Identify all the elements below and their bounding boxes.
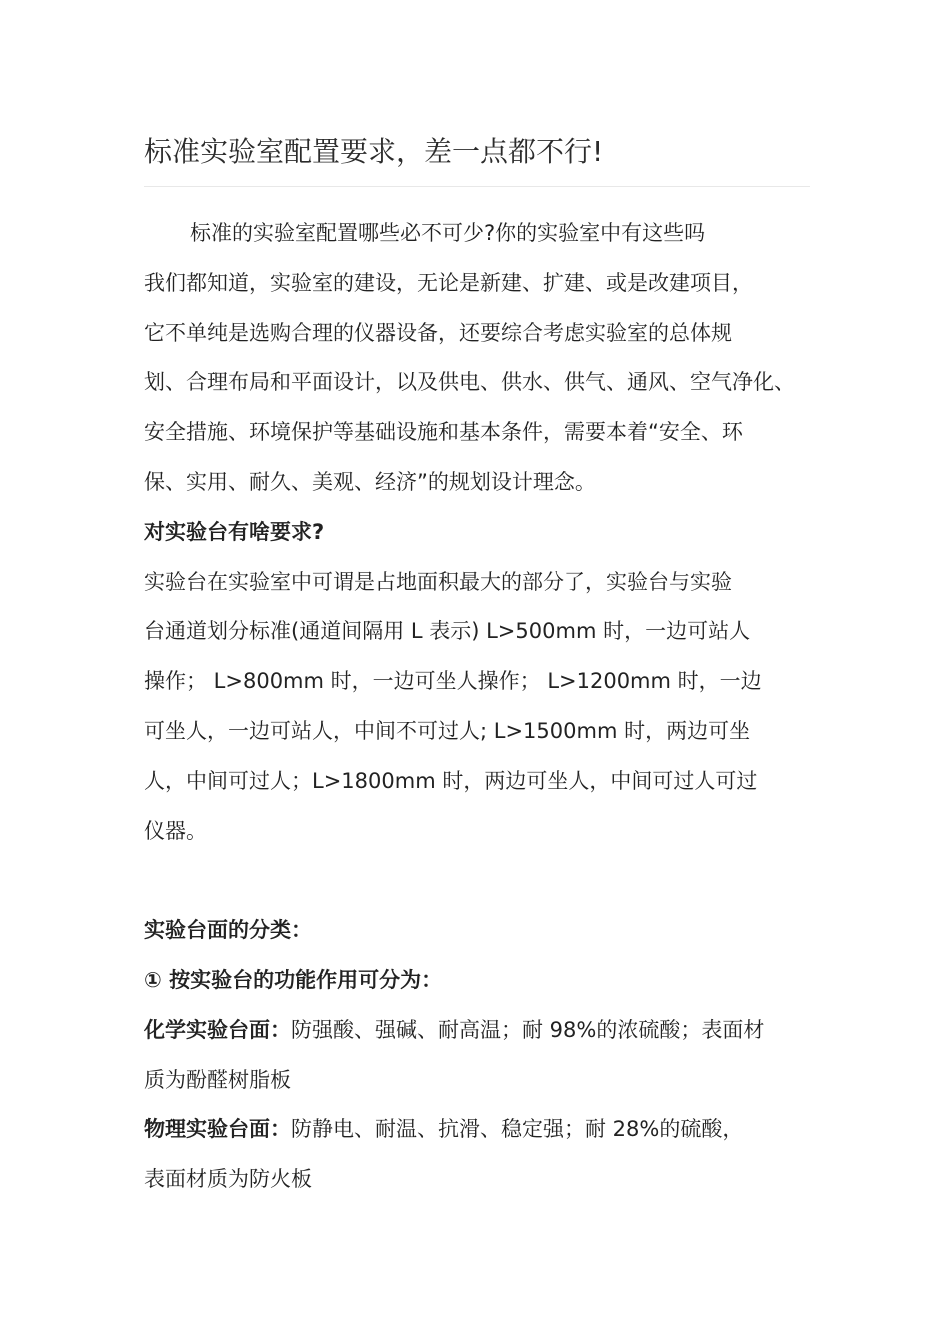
intro-line: 标准的实验室配置哪些必不可少?你的实验室中有这些吗 bbox=[190, 221, 706, 245]
intro-line: 划、合理布局和平面设计，以及供电、供水、供气、通风、空气净化、 bbox=[144, 370, 795, 395]
section-heading-classification: 实验台面的分类： bbox=[144, 918, 312, 943]
physics-surface-label: 物理实验台面： bbox=[144, 1117, 291, 1142]
section-heading-requirements: 对实验台有啥要求? bbox=[144, 519, 325, 544]
physics-surface-line bbox=[144, 1105, 810, 1155]
aisle-line: 操作； L>800mm 时，一边可坐人操作； L>1200mm 时，一边 bbox=[144, 669, 762, 694]
intro-line: 我们都知道，实验室的建设，无论是新建、扩建、或是改建项目， bbox=[144, 270, 753, 295]
aisle-line: 仪器。 bbox=[144, 818, 207, 843]
intro-line: 安全措施、环境保护等基础设施和基本条件，需要本着“安全、环 bbox=[144, 420, 743, 445]
page-title: 标准实验室配置要求，差一点都不行! bbox=[144, 130, 810, 187]
blank-line bbox=[144, 856, 810, 906]
chemistry-surface-label: 化学实验台面： bbox=[144, 1017, 291, 1042]
intro-line: 它不单纯是选购合理的仪器设备，还要综合考虑实验室的总体规 bbox=[144, 320, 732, 345]
physics-surface-text: 防静电、耐温、抗滑、稳定强；耐 28%的硫酸， bbox=[291, 1117, 744, 1142]
physics-surface-line: 表面材质为防火板 bbox=[144, 1167, 312, 1192]
aisle-line: 人，中间可过人；L>1800mm 时，两边可坐人，中间可过人可过 bbox=[144, 768, 758, 793]
intro-line: 保、实用、耐久、美观、经济”的规划设计理念。 bbox=[144, 469, 596, 494]
chemistry-surface-line bbox=[144, 1006, 810, 1056]
subsection-heading-function: ① 按实验台的功能作用可分为： bbox=[144, 967, 443, 992]
chemistry-surface-text: 防强酸、强碱、耐高温；耐 98%的浓硫酸；表面材 bbox=[291, 1017, 765, 1042]
chemistry-surface-line: 质为酚醛树脂板 bbox=[144, 1067, 291, 1092]
aisle-line: 台通道划分标准(通道间隔用 L 表示) L>500mm 时，一边可站人 bbox=[144, 619, 751, 644]
aisle-line: 实验台在实验室中可谓是占地面积最大的部分了，实验台与实验 bbox=[144, 569, 732, 594]
article-body bbox=[144, 209, 810, 1205]
aisle-line: 可坐人，一边可站人，中间不可过人; L>1500mm 时，两边可坐 bbox=[144, 718, 751, 743]
article bbox=[144, 130, 810, 1205]
